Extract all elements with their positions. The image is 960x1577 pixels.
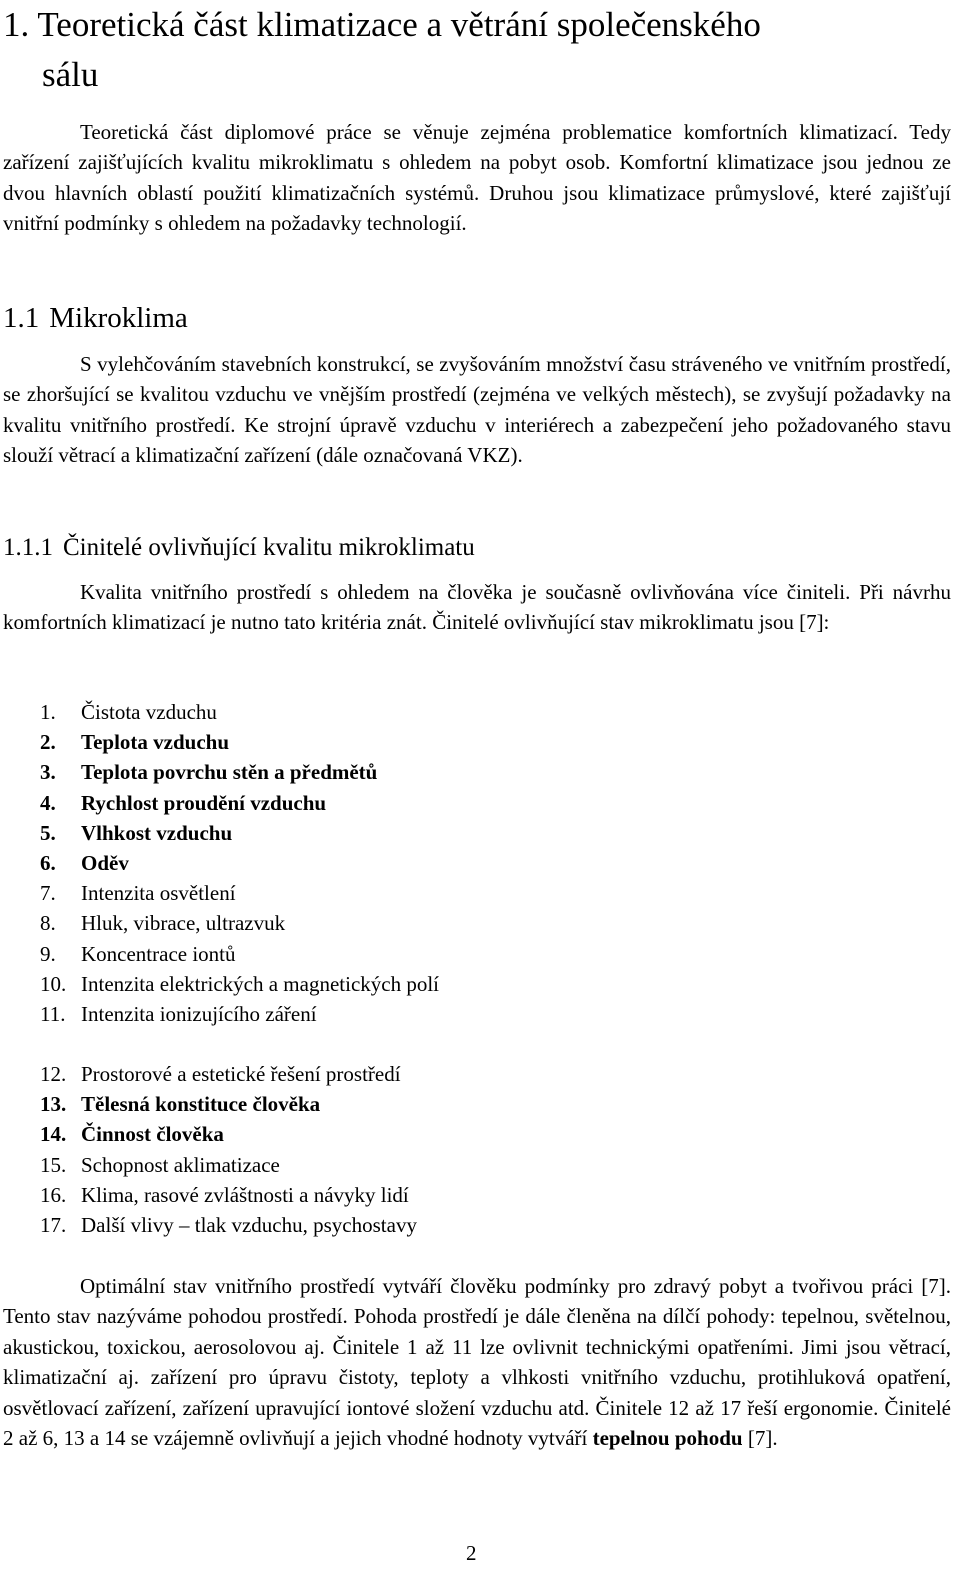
subsection-heading-title: Činitelé ovlivňující kvalitu mikroklimatu — [63, 534, 475, 561]
list-item-number: 4. — [40, 790, 56, 815]
chapter-heading — [3, 0, 953, 100]
list-item-text: Klima, rasové zvláštnosti a návyky lidí — [81, 1182, 409, 1207]
list-item-text: Schopnost aklimatizace — [81, 1152, 280, 1177]
cinitele-paragraph — [3, 577, 951, 638]
conclusion-paragraph — [3, 1271, 951, 1453]
list-item — [40, 1150, 740, 1180]
list-item — [40, 757, 740, 787]
section-heading — [3, 298, 188, 338]
list-item-number: 16. — [40, 1182, 67, 1207]
list-item — [40, 969, 740, 999]
chapter-heading-line1: Teoretická část klimatizace a větrání společenského — [37, 5, 761, 44]
list-item-text: Prostorové a estetické řešení prostředí — [81, 1062, 401, 1086]
conclusion-bold-term: tepelnou pohodu — [592, 1426, 743, 1451]
list-item — [40, 1059, 740, 1089]
list-item-text: Činnost člověka — [81, 1122, 224, 1147]
list-item-text: Vlhkost vzduchu — [81, 820, 233, 845]
list-item-number: 7. — [40, 881, 56, 906]
list-item-text: Oděv — [81, 850, 129, 875]
list-item-text: Další vlivy – tlak vzduchu, psychostavy — [81, 1212, 417, 1237]
list-item — [40, 1210, 740, 1240]
list-item — [40, 1119, 740, 1149]
page-number: 2 — [466, 1541, 477, 1565]
chapter-heading-line2: sálu — [42, 55, 99, 94]
intro-paragraph — [3, 117, 951, 239]
list-item — [40, 939, 740, 969]
list-item-text: Rychlost proudění vzduchu — [81, 790, 327, 815]
list-item — [40, 788, 740, 818]
list-item-text: Čistota vzduchu — [81, 700, 217, 724]
factor-list-primary — [40, 697, 740, 1029]
section-heading-number: 1.1 — [3, 302, 40, 334]
list-item-number: 12. — [40, 1062, 67, 1086]
list-item — [40, 878, 740, 908]
list-item-number: 15. — [40, 1152, 67, 1177]
list-item-number: 5. — [40, 820, 56, 845]
list-item-text: Tělesná konstituce člověka — [81, 1092, 321, 1117]
list-item-text: Teplota vzduchu — [81, 730, 230, 755]
list-item — [40, 697, 740, 727]
list-item — [40, 848, 740, 878]
list-item-number: 8. — [40, 911, 56, 936]
list-item — [40, 999, 740, 1029]
intro-text: Teoretická část diplomové práce se věnuje zejména problematice komfortních klimatizací. Tedy zařízení zajišťujících kvalitu mikroklimatu s ohledem na pobyt osob. Komfortní klimatizace jsou jednou ze dvou hlavních oblastí použití klimatizačních systémů. Druhou jsou klimatizace průmyslové, které zajišťují vnitřní podmínky s ohledem na požadavky technologií. — [3, 120, 951, 236]
list-item-text: Teplota povrchu stěn a předmětů — [81, 760, 378, 785]
list-item-text: Intenzita ionizujícího záření — [81, 1001, 317, 1026]
list-item — [40, 908, 740, 938]
subsection-heading-number: 1.1.1 — [3, 534, 53, 561]
chapter-heading-number: 1. — [3, 5, 30, 44]
factor-list-secondary — [40, 1059, 740, 1240]
list-item — [40, 1180, 740, 1210]
list-item-number: 14. — [40, 1122, 67, 1147]
subsection-heading — [3, 530, 475, 566]
conclusion-text: Optimální stav vnitřního prostředí vytváří člověku podmínky pro zdravý pobyt a tvořivou práci [7]. Tento stav nazýváme pohodou prostředí. Pohoda prostředí je dále členěna na dílčí pohody: tepelnou, světelnou, akustickou, toxickou, aerosolovou aj. Činitele 1 až 11 lze ovlivnit technickými opatřeními. Jimi jsou větrací, klimatizační aj. zařízení pro úpravu čistoty, teploty a vlhkosti vnitřního vzduchu, protihluková opatření, osvětlovací zařízení, zařízení upravující iontové složení vzduchu atd. Činitele 12 až 17 řeší ergonomie. Činitelé 2 až 6, 13 a 14 se vzájemně ovlivňují a jejich vhodné hodnoty vytváří — [3, 1274, 951, 1451]
list-item — [40, 1089, 740, 1119]
list-item-number: 10. — [40, 971, 67, 996]
mikroklima-paragraph — [3, 349, 951, 471]
list-item-text: Hluk, vibrace, ultrazvuk — [81, 911, 286, 936]
list-item-number: 1. — [40, 700, 56, 724]
list-item-number: 13. — [40, 1092, 67, 1117]
list-item-number: 6. — [40, 850, 56, 875]
list-item-text: Intenzita osvětlení — [81, 881, 236, 906]
mikroklima-text: S vylehčováním stavebních konstrukcí, se zvyšováním množství času stráveného ve vnitřním prostředí, se zhoršující se kvalitou vzduchu ve vnějším prostředí (zejména ve velkých městech), se zvyšují požadavky na kvalitu vnitřního prostředí. Ke strojní úpravě vzduchu v interiérech a zabezpečení jeho požadovaného stavu slouží větrací a klimatizační zařízení (dále označovaná VKZ). — [3, 352, 951, 468]
list-item-number: 17. — [40, 1212, 67, 1237]
section-heading-title: Mikroklima — [49, 302, 188, 334]
list-item-number: 2. — [40, 730, 56, 755]
list-item — [40, 818, 740, 848]
list-item — [40, 727, 740, 757]
list-item-text: Intenzita elektrických a magnetických polí — [81, 971, 440, 996]
list-item-text: Koncentrace iontů — [81, 941, 236, 966]
cinitele-text: Kvalita vnitřního prostředí s ohledem na člověka je současně ovlivňována více činiteli. Při návrhu komfortních klimatizací je nutno tato kritéria znát. Činitelé ovlivňující stav mikroklimatu jsou [7]: — [3, 580, 951, 635]
conclusion-citation: [7]. — [742, 1426, 778, 1451]
list-item-number: 11. — [40, 1001, 66, 1026]
list-item-number: 3. — [40, 760, 56, 785]
list-item-number: 9. — [40, 941, 56, 966]
